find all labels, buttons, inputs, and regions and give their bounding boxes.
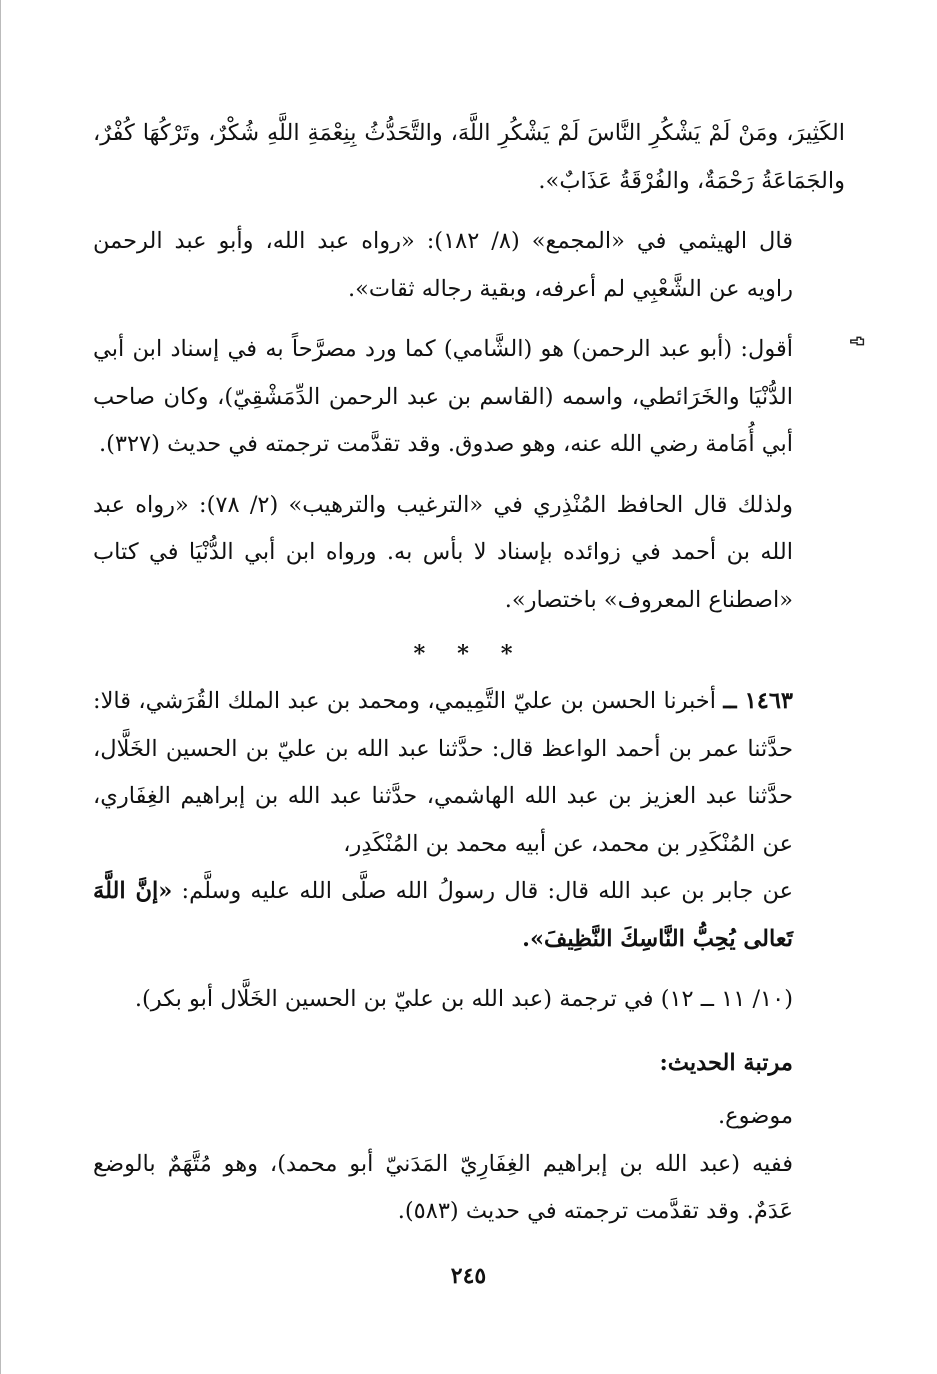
hadith-matn	[93, 868, 845, 963]
rank-explanation: ففيه (عبد الله بن إبراهيم الغِفَارِيّ المَدَنيّ أبو محمد)، وهو مُتَّهَمٌ بالوضع عَدَمٌ. وقد تقدَّمت ترجمته في حديث (٥٨٣).	[93, 1150, 793, 1224]
hadith-number: ١٤٦٣ ــ	[723, 688, 793, 714]
mundhiri-commentary: ولذلك قال الحافظ المُنْذِري في «الترغيب والترهيب» (٢/ ٧٨): «رواه عبد الله بن أحمد في زوائده بإسناد لا بأس به. ورواه ابن أبي الدُّنْيَا في كتاب «اصطناع المعروف» باختصار».	[93, 491, 793, 613]
hadith-chain	[93, 678, 845, 868]
page-body	[93, 110, 845, 1236]
hand-pointer-icon	[849, 332, 867, 350]
hadith-rank-heading: مرتبة الحديث:	[659, 1049, 793, 1076]
hadith-text-continuation: الكَثِيرَ، ومَنْ لَمْ يَشْكُرِ النَّاسَ لَمْ يَشْكُرِ اللَّهَ، والتَّحَدُّثُ بِنِعْمَةِ اللَّهِ شُكْرٌ، وتَرْكُهَا كُفْرٌ، والجَمَاعَةُ رَحْمَةٌ، والفُرْقَةُ عَذَابٌ».	[93, 120, 845, 194]
hadith-rank: موضوع.	[718, 1103, 793, 1129]
page-edge-line	[0, 0, 1, 1374]
source-reference: (١٠/ ١١ ــ ١٢) في ترجمة (عبد الله بن عليّ بن الحسين الخَلَّال أبو بكر).	[134, 986, 793, 1012]
hadith-matn-intro: عن جابر بن عبد الله قال: قال رسولُ الله صلَّى الله عليه وسلَّم:	[172, 878, 793, 904]
author-note-text: أقول: (أبو عبد الرحمن) هو (الشَّامي) كما ورد مصرَّحاً به في إسناد ابن أبي الدُّنْيَا والخَرَائطي، واسمه (القاسم بن عبد الرحمن الدِّمَشْقِيّ)، وكان صاحب أبي أُمَامة رضي الله عنه، وهو صدوق. وقد تقدَّمت ترجمته في حديث (٣٢٧).	[93, 336, 793, 457]
hadith-quote: «إنَّ اللَّهَ تَعالى يُحِبُّ النَّاسِكَ النَّظِيفَ».	[93, 878, 793, 952]
hadith-chain-text: أخبرنا الحسن بن عليّ التَّمِيمي، ومحمد بن عبد الملك القُرَشي، قالا: حدَّثنا عمر بن أحمد الواعظ قال: حدَّثنا عبد الله بن عليّ بن الحسين الخَلَّال، حدَّثنا عبد العزيز بن عبد الله الهاشمي، حدَّثنا عبد الله بن إبراهيم الغِفَاري، عن المُنْكَدِر بن محمد، عن أبيه محمد بن المُنْكَدِر،	[93, 688, 793, 857]
haythami-commentary: قال الهيثمي في «المجمع» (٨/ ١٨٢): «رواه عبد الله، وأبو عبد الرحمن راويه عن الشَّعْبِي لم أعرفه، وبقية رجاله ثقات».	[93, 228, 793, 302]
page-number: ٢٤٥	[450, 1263, 487, 1289]
author-note	[93, 326, 845, 469]
section-divider-stars: * * *	[413, 641, 525, 667]
